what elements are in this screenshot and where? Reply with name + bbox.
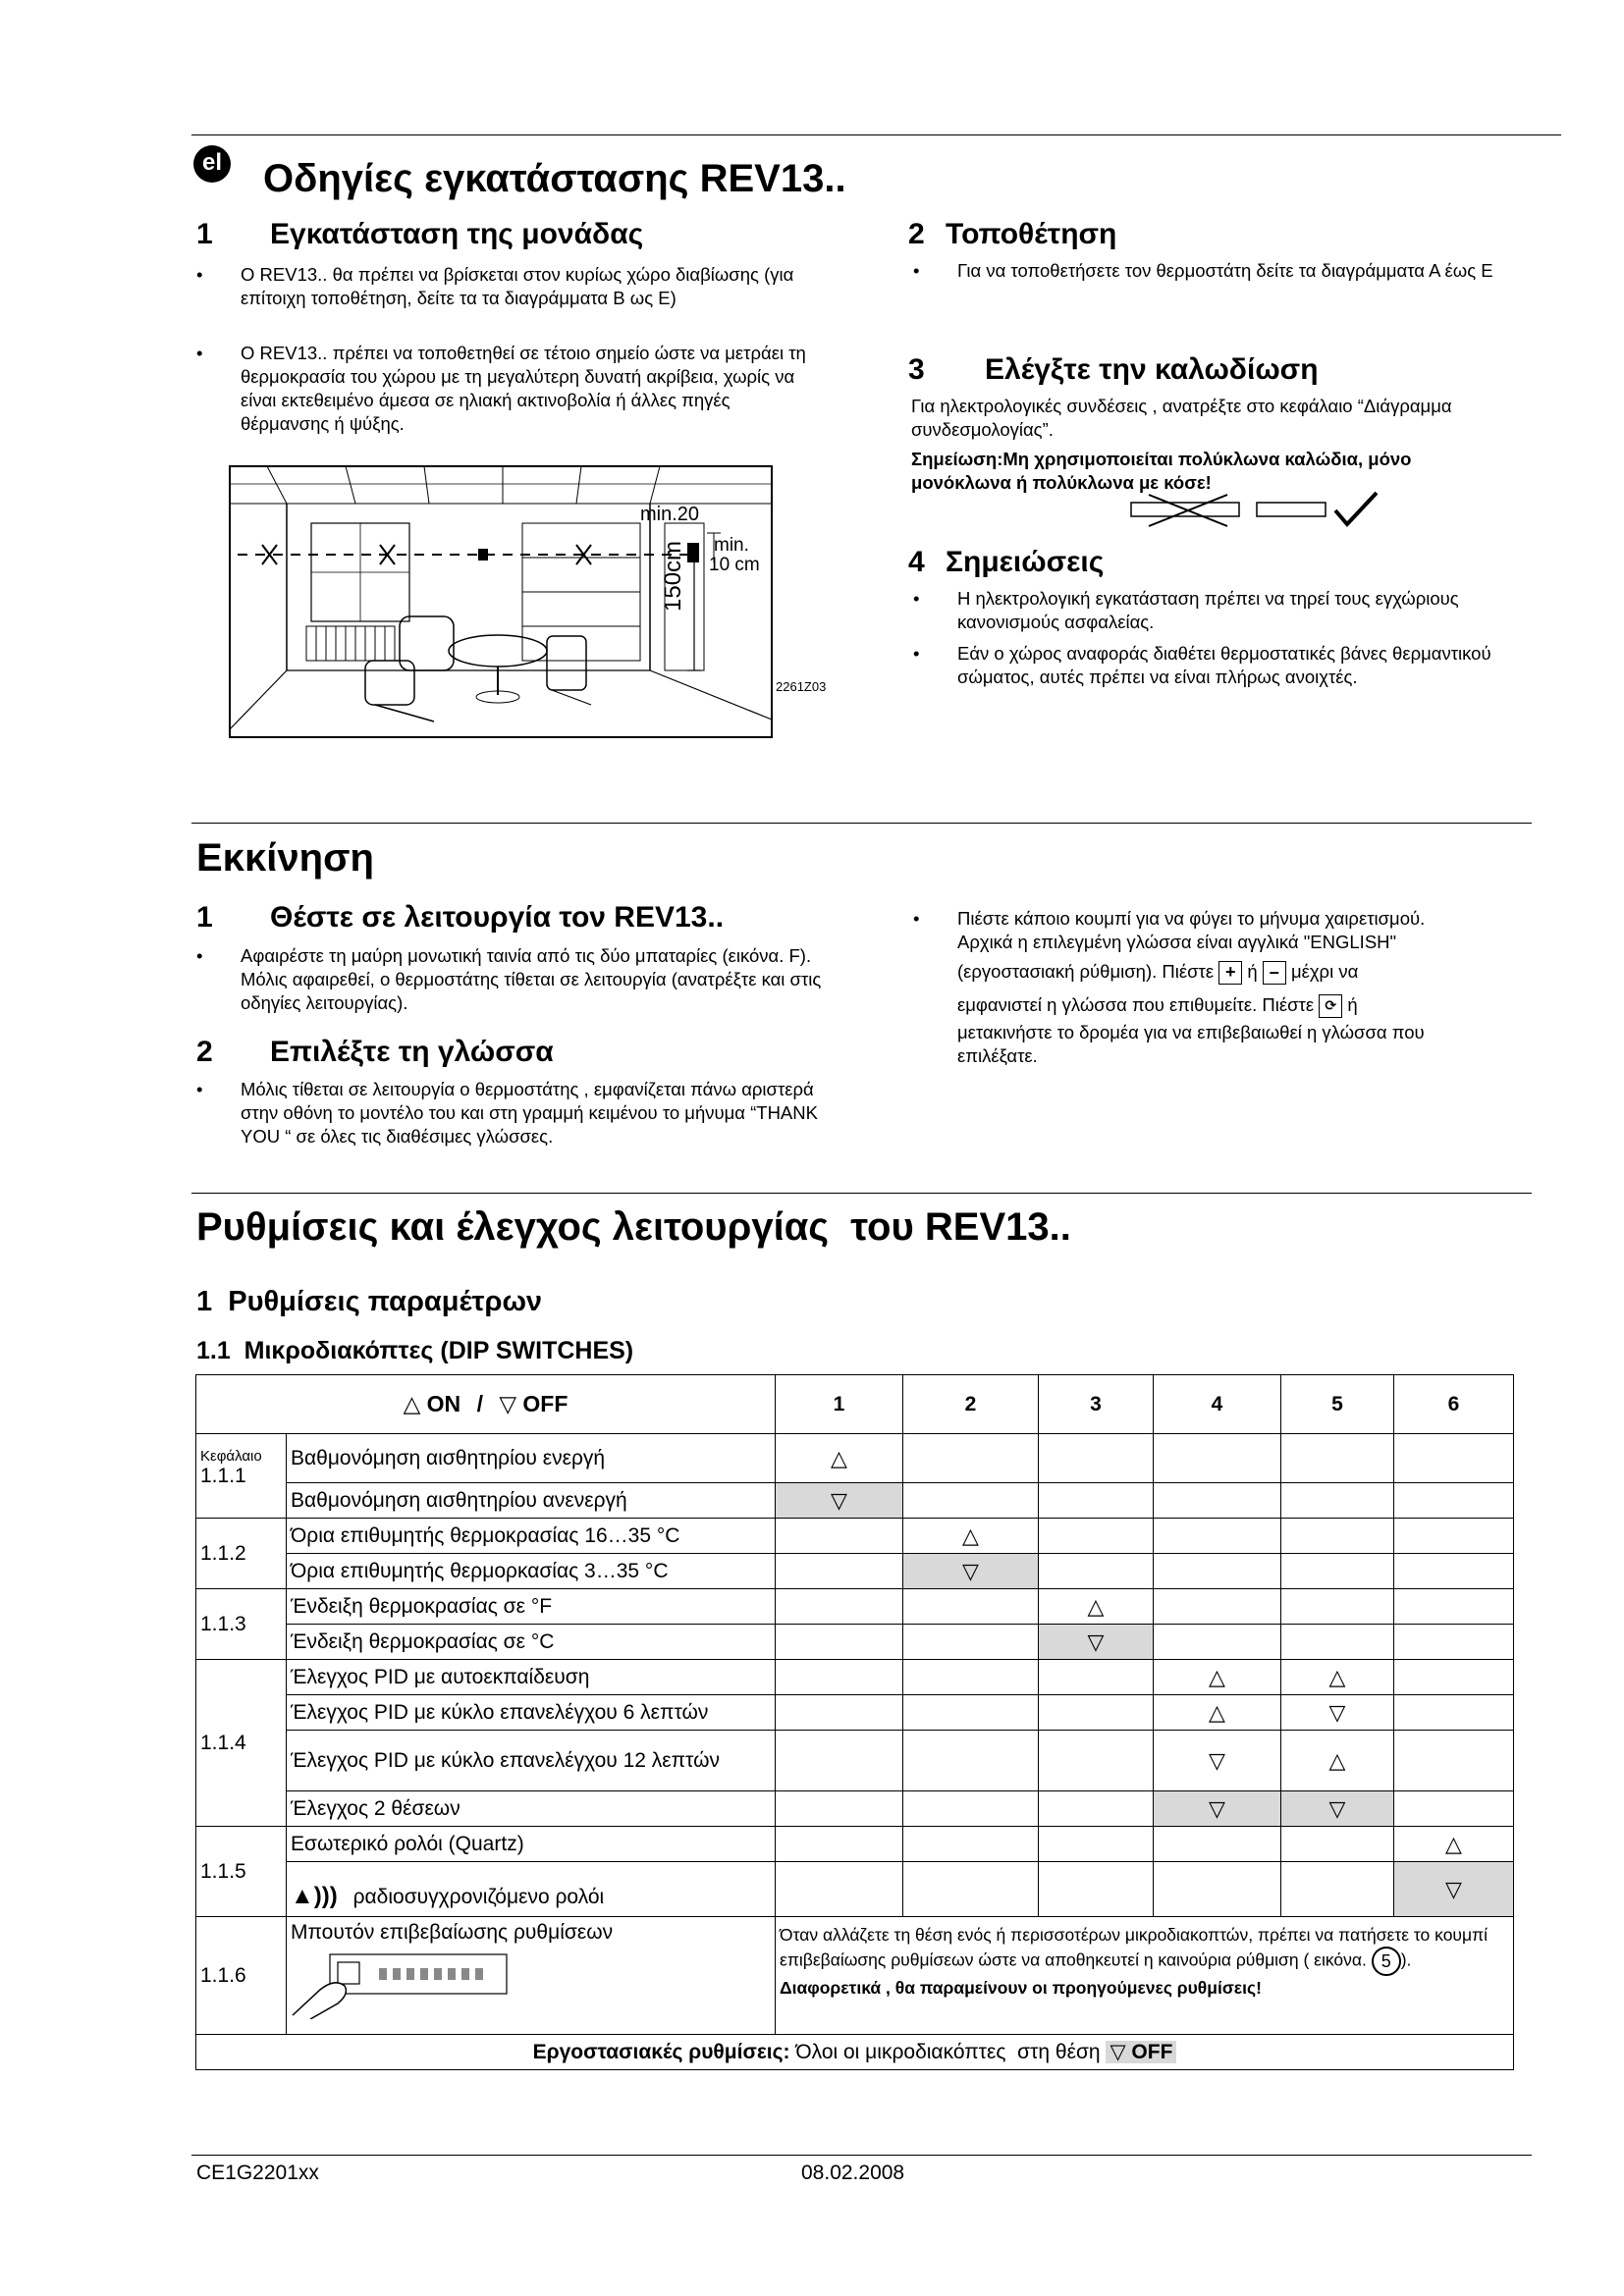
startup-title: Εκκίνηση xyxy=(196,836,374,880)
dip-switch-press-icon xyxy=(291,1950,516,2019)
cell-up: △ xyxy=(1039,1589,1154,1625)
dip-switch-table xyxy=(195,1374,1514,2070)
cell-up: △ xyxy=(1154,1695,1281,1731)
col-header-4: 4 xyxy=(1154,1375,1281,1434)
cell-up: △ xyxy=(1394,1827,1514,1862)
table-row xyxy=(196,1519,1514,1554)
install-s3-title: Ελέγξτε την καλωδίωση xyxy=(985,353,1319,386)
row-label: Έλεγχος PID με κύκλο επανελέγχου 6 λεπτών xyxy=(287,1695,776,1731)
table-row xyxy=(196,1483,1514,1519)
plus-key-icon: + xyxy=(1218,961,1242,985)
cell-up: △ xyxy=(1154,1660,1281,1695)
install-s4-number: 4 xyxy=(908,546,925,578)
row-label: Βαθμονόμηση αισθητηρίου ανενεργή xyxy=(287,1483,776,1519)
page-title: Οδηγίες εγκατάστασης REV13.. xyxy=(263,157,846,200)
startup-rule xyxy=(191,823,1532,824)
startup-s2-title: Επιλέξτε τη γλώσσα xyxy=(270,1036,554,1068)
startup-right-line-2: Αρχικά η επιλεγμένη γλώσσα είναι αγγλικά "ENGLISH" xyxy=(957,932,1397,952)
group-label-112: 1.1.2 xyxy=(196,1519,287,1589)
install-s3-number: 3 xyxy=(908,353,925,386)
cell-down: ▽ xyxy=(903,1554,1039,1589)
rotary-knob-icon: ⟳ xyxy=(1319,994,1342,1018)
cell-down: ▽ xyxy=(1154,1791,1281,1827)
table-row xyxy=(196,1554,1514,1589)
top-rule xyxy=(191,134,1561,135)
install-s3-text: Για ηλεκτρολογικές συνδέσεις , ανατρέξτε στο κεφάλαιο “Διάγραμμα συνδεσμολογίας”. xyxy=(911,396,1452,440)
row-label: Έλεγχος PID με αυτοεκπαίδευση xyxy=(287,1660,776,1695)
figure-10cm-label: 10 cm xyxy=(709,555,760,575)
startup-s1-title: Θέστε σε λειτουργία τον REV13.. xyxy=(270,901,725,934)
cell-down: ▽ xyxy=(1281,1695,1394,1731)
col-header-2: 2 xyxy=(903,1375,1039,1434)
header-on-off: △ ON / ▽ OFF xyxy=(196,1375,776,1434)
factory-settings-cell: Εργοστασιακές ρυθμίσεις: Όλοι οι μικροδιακόπτες στη θέση ▽ OFF xyxy=(196,2035,1514,2070)
table-row xyxy=(196,1434,1514,1483)
table-row xyxy=(196,1731,1514,1791)
table-header-row xyxy=(196,1375,1514,1434)
group-label-116: 1.1.6 xyxy=(196,1917,287,2035)
settings-title: Ρυθμίσεις και έλεγχος λειτουργίας του REV13.. xyxy=(196,1205,1071,1249)
row-label: Έλεγχος PID με κύκλο επανελέγχου 12 λεπτών xyxy=(287,1731,776,1791)
figure-150cm-label: 150cm xyxy=(660,540,686,612)
doc-date: 08.02.2008 xyxy=(801,2162,905,2184)
row-label: Εσωτερικό ρολόι (Quartz) xyxy=(287,1827,776,1862)
row-label: Βαθμονόμηση αισθητηρίου ενεργή xyxy=(287,1434,776,1483)
install-s1-title: Εγκατάσταση της μονάδας xyxy=(270,218,644,250)
figure-min20-label: min.20 xyxy=(640,504,700,525)
install-s4-title: Σημειώσεις xyxy=(946,546,1105,578)
cell-up: △ xyxy=(776,1434,903,1483)
footer-rule xyxy=(191,2155,1532,2156)
row-label: Ένδειξη θερμοκρασίας σε °C xyxy=(287,1625,776,1660)
row-label: Μπουτόν επιβεβαίωσης ρυθμίσεων xyxy=(287,1917,776,2035)
cell-down: ▽ xyxy=(776,1483,903,1519)
col-header-3: 3 xyxy=(1039,1375,1154,1434)
cell-down: ▽ xyxy=(1281,1791,1394,1827)
row-label: Όρια επιθυμητής θερμορκασίας 3…35 °C xyxy=(287,1554,776,1589)
install-s2-number: 2 xyxy=(908,218,925,250)
radio-signal-icon: ▲))) xyxy=(291,1883,338,1909)
factory-settings-row xyxy=(196,2035,1514,2070)
figure-min-label: min. xyxy=(714,535,749,556)
room-installation-figure xyxy=(228,464,774,739)
install-s1-number: 1 xyxy=(196,218,213,250)
figure-code: 2261Z03 xyxy=(776,679,827,694)
table-row xyxy=(196,1862,1514,1917)
wire-ferrule-icon xyxy=(1129,489,1384,532)
cell-down: ▽ xyxy=(1039,1625,1154,1660)
doc-code: CE1G2201xx xyxy=(196,2162,319,2184)
table-row xyxy=(196,1917,1514,2035)
col-header-5: 5 xyxy=(1281,1375,1394,1434)
table-row xyxy=(196,1589,1514,1625)
install-s3-note: Σημείωση:Μη χρησιμοποιείται πολύκλωνα καλώδια, μόνο μονόκλωνα ή πολύκλωνα με κόσε! xyxy=(911,449,1412,493)
startup-right-line-3: (εργοστασιακή ρύθμιση). Πιέστε + ή – μέχρι να xyxy=(957,960,1358,985)
startup-s1-number: 1 xyxy=(196,901,213,934)
cell-up: △ xyxy=(903,1519,1039,1554)
language-badge: el xyxy=(193,145,231,183)
group-label-115: 1.1.5 xyxy=(196,1827,287,1917)
group-label-114: 1.1.4 xyxy=(196,1660,287,1827)
row-label: ▲))) ραδιοσυγχρονιζόμενο ρολόι xyxy=(287,1862,776,1917)
table-row xyxy=(196,1625,1514,1660)
cell-up: △ xyxy=(1281,1660,1394,1695)
install-s2-title: Τοποθέτηση xyxy=(946,218,1117,250)
cell-up: △ xyxy=(1281,1731,1394,1791)
table-row xyxy=(196,1695,1514,1731)
cell-down: ▽ xyxy=(1394,1862,1514,1917)
startup-right-line-1: Πιέστε κάποιο κουμπί για να φύγει το μήνυμα χαιρετισμού. xyxy=(957,908,1426,929)
cell-down: ▽ xyxy=(1154,1731,1281,1791)
row-label: Όρια επιθυμητής θερμοκρασίας 16…35 °C xyxy=(287,1519,776,1554)
table-row xyxy=(196,1660,1514,1695)
startup-right-line-5: μετακινήστε το δρομέα για να επιβεβαιωθεί η γλώσσα που xyxy=(957,1022,1425,1042)
col-header-6: 6 xyxy=(1394,1375,1514,1434)
figure-5-icon: 5 xyxy=(1372,1947,1401,1976)
group-label-111: Κεφάλαιο 1.1.1 xyxy=(196,1434,287,1519)
startup-right-line-4: εμφανιστεί η γλώσσα που επιθυμείτε. Πιέστε ⟳ ή xyxy=(957,993,1358,1018)
startup-right-line-6: επιλέξατε. xyxy=(957,1045,1038,1066)
group-label-113: 1.1.3 xyxy=(196,1589,287,1660)
settings-rule xyxy=(191,1193,1532,1194)
row-label: Ένδειξη θερμοκρασίας σε °F xyxy=(287,1589,776,1625)
table-row xyxy=(196,1791,1514,1827)
col-header-1: 1 xyxy=(776,1375,903,1434)
minus-key-icon: – xyxy=(1263,961,1286,985)
row-label: Έλεγχος 2 θέσεων xyxy=(287,1791,776,1827)
table-row xyxy=(196,1827,1514,1862)
startup-s2-number: 2 xyxy=(196,1036,213,1068)
confirm-description: Όταν αλλάζετε τη θέση ενός ή περισσοτέρων μικροδιακοπτών, πρέπει να πατήσετε το κουμπί επιβεβαίωσης ρυθμίσεων ώστε να αποθηκευτεί η καινούρια ρύθμιση ( εικόνα. 5 ). Διαφορετικά , θα παραμείνουν οι προηγούμενες ρυθμίσεις! xyxy=(776,1917,1514,2035)
settings-sub1: 1 Ρυθμίσεις παραμέτρων xyxy=(196,1286,543,1317)
settings-sub11: 1.1 Μικροδιακόπτες (DIP SWITCHES) xyxy=(196,1337,634,1364)
